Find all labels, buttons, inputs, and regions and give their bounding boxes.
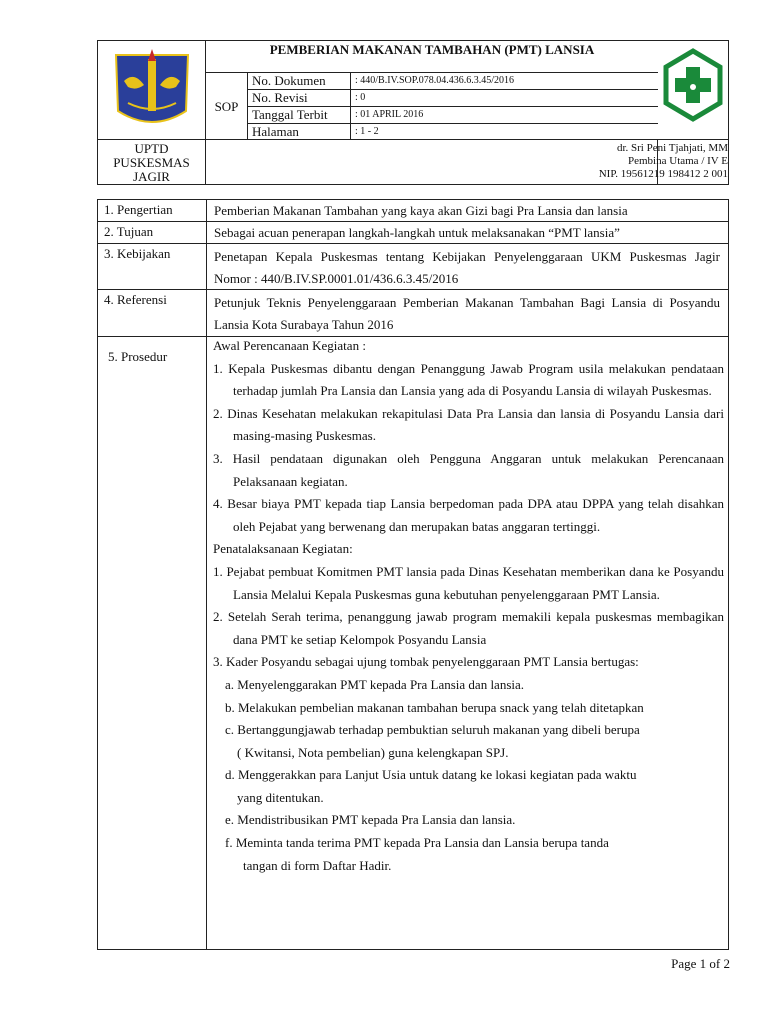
sop-header-table	[97, 40, 729, 185]
signer-name: dr. Sri Peni Tjahjati, MM	[616, 142, 728, 154]
tugas-item-f-cont: tangan di form Daftar Hadir.	[243, 857, 392, 873]
tugas-item-f: f. Meminta tanda terima PMT kepada Pra Lansia dan Lansia berupa tanda	[225, 835, 609, 851]
meta-row-revisi	[248, 90, 658, 107]
tugas-item-d: d. Menggerakkan para Lanjut Usia untuk datang ke lokasi kegiatan pada waktu	[225, 767, 637, 783]
section-row-tujuan	[98, 222, 728, 244]
sop-body-table	[97, 199, 729, 950]
pelaksanaan-title: Penatalaksanaan Kegiatan:	[213, 541, 353, 557]
awal-step-2: 2. Dinas Kesehatan melakukan rekapitulasi Data Pra Lansia dan lansia di Posyandu Lansia dari masing-masing Puskesmas.	[213, 405, 724, 444]
section-text: Petunjuk Teknis Penyelenggaraan Pemberian Makanan Tambahan Bagi Lansia di Posyandu Lansia Kota Surabaya Tahun 2016	[214, 295, 720, 332]
meta-row-halaman	[248, 124, 658, 140]
prosedur-content	[213, 335, 724, 877]
meta-label: Tanggal Terbit	[248, 107, 351, 123]
section-label: 3. Kebijakan	[98, 244, 207, 289]
puskesmas-logo-icon	[658, 41, 728, 140]
tugas-item-c-cont: ( Kwitansi, Nota pembelian) guna kelengkapan SPJ.	[237, 744, 509, 760]
awal-title: Awal Perencanaan Kegiatan :	[213, 338, 366, 353]
tugas-item-a: a. Menyelenggarakan PMT kepada Pra Lansia dan lansia.	[225, 676, 525, 692]
section-text: Sebagai acuan penerapan langkah-langkah untuk melaksanakan “PMT lansia”	[214, 225, 620, 240]
signer-rank: Pembina Utama / IV E	[628, 155, 728, 167]
signer-nip: NIP. 19561219 198412 2 001	[598, 168, 728, 180]
section-row-pengertian	[98, 200, 728, 222]
section-label: 1. Pengertian	[98, 200, 207, 221]
right-logo-cell	[658, 41, 728, 140]
meta-value: : 0	[355, 92, 366, 103]
meta-value: : 1 - 2	[355, 126, 379, 137]
awal-step-1: 1. Kepala Puskesmas dibantu dengan Penanggung Jawab Program usila melakukan pendataan terhadap jumlah Pra Lansia dan Lansia yang ada di Posyandu Lansia di wilayah Puskesmas.	[213, 360, 724, 399]
meta-row-tanggal	[248, 107, 658, 124]
meta-label: No. Revisi	[248, 90, 351, 106]
section-text: Penetapan Kepala Puskesmas tentang Kebijakan Penyelenggaraan UKM Puskesmas Jagir Nomor : 440/B.IV.SP.0001.01/436.6.3.45/2016	[214, 249, 720, 286]
section-text: Pemberian Makanan Tambahan yang kaya akan Gizi bagi Pra Lansia dan lansia	[214, 203, 628, 218]
tugas-item-d-cont: yang ditentukan.	[237, 789, 324, 805]
left-logo-cell	[98, 41, 206, 140]
section-label: 5. Prosedur	[98, 337, 207, 949]
pelaksanaan-step-1: 1. Pejabat pembuat Komitmen PMT lansia pada Dinas Kesehatan memberikan dana ke Posyandu Lansia Melalui Kepala Puskesmas guna kebutuhan penyelenggaraan PMT Lansia.	[213, 563, 724, 602]
awal-step-4: 4. Besar biaya PMT kepada tiap Lansia berpedoman pada DPA atau DPPA yang telah disahkan oleh Pejabat yang berwenang dan merupakan batas anggaran tertinggi.	[213, 496, 724, 534]
section-row-kebijakan	[98, 244, 728, 290]
tugas-item-c: c. Bertanggungjawab terhadap pembuktian seluruh makanan yang dibeli berupa	[225, 722, 640, 738]
meta-row-dokumen	[248, 73, 658, 90]
pelaksanaan-step-2: 2. Setelah Serah terima, penanggung jawab program memakili kepala puskesmas membagikan dana PMT ke setiap Kelompok Posyandu Lansia	[213, 609, 724, 647]
signer-block	[558, 142, 730, 181]
tugas-item-e: e. Mendistribusikan PMT kepada Pra Lansia dan lansia.	[225, 812, 516, 828]
page-number: Page 1 of 2	[671, 956, 730, 971]
meta-value: : 01 APRIL 2016	[355, 109, 424, 120]
sop-label: SOP	[206, 73, 248, 140]
meta-label: Halaman	[248, 124, 351, 140]
pelaksanaan-step-3: 3. Kader Posyandu sebagai ujung tombak penyelenggaraan PMT Lansia bertugas:	[213, 654, 639, 670]
section-label: 4. Referensi	[98, 290, 207, 336]
document-title: PEMBERIAN MAKANAN TAMBAHAN (PMT) LANSIA	[206, 41, 658, 73]
section-row-prosedur	[98, 337, 728, 949]
section-label: 2. Tujuan	[98, 222, 207, 243]
meta-label: No. Dokumen	[248, 73, 351, 89]
awal-step-3: 3. Hasil pendataan digunakan oleh Pengguna Anggaran untuk melakukan Perencanaan Pelaksanaan kegiatan.	[213, 450, 724, 489]
meta-value: : 440/B.IV.SOP.078.04.436.6.3.45/2016	[355, 75, 515, 86]
surabaya-emblem-icon	[98, 41, 206, 140]
section-row-referensi	[98, 290, 728, 337]
tugas-item-b: b. Melakukan pembelian makanan tambahan berupa snack yang telah ditetapkan	[225, 699, 644, 715]
organization-name: UPTD PUSKESMAS JAGIR	[98, 140, 206, 184]
